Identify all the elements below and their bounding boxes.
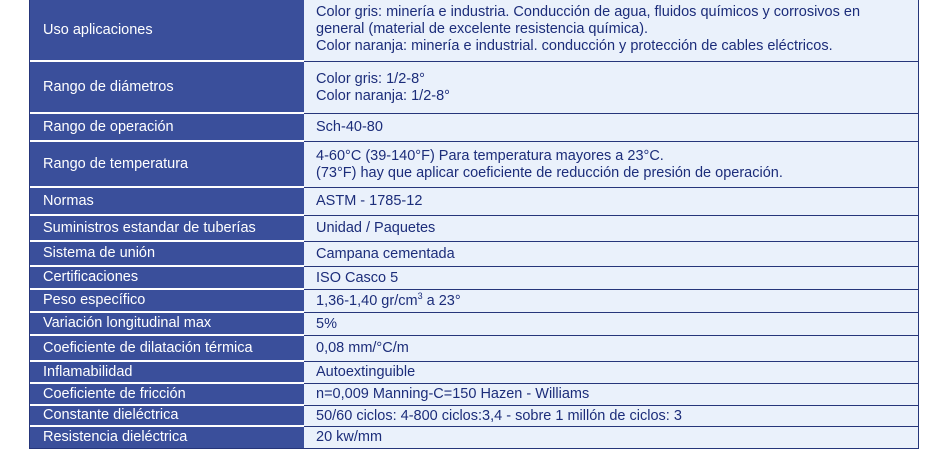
table-row — [30, 0, 918, 62]
row-value: n=0,009 Manning-C=150 Hazen - Williams — [304, 384, 918, 406]
table-row — [30, 313, 918, 336]
row-label: Peso específico — [30, 290, 304, 313]
row-label: Rango de operación — [30, 114, 304, 142]
value-line: (73°F) hay que aplicar coeficiente de reducción de presión de operación. — [316, 164, 783, 181]
row-label: Coeficiente de fricción — [30, 384, 304, 406]
table-row — [30, 406, 918, 427]
table-row — [30, 114, 918, 142]
row-label: Uso aplicaciones — [30, 0, 304, 62]
table-row — [30, 242, 918, 267]
row-label: Rango de temperatura — [30, 142, 304, 188]
row-value: Sch-40-80 — [304, 114, 918, 142]
row-value: Unidad / Paquetes — [304, 216, 918, 242]
row-label: Normas — [30, 188, 304, 216]
table-row — [30, 384, 918, 406]
table-row — [30, 62, 918, 114]
row-value: ASTM - 1785-12 — [304, 188, 918, 216]
value-line: Color gris: minería e industria. Conducción de agua, fluidos químicos y corrosivos en — [316, 4, 861, 20]
value-line: Color naranja: minería e industrial. conducción y protección de cables eléctricos. — [316, 38, 833, 54]
row-label: Resistencia dieléctrica — [30, 427, 304, 448]
value-line: Color naranja: 1/2-8° — [316, 87, 450, 104]
value-text: 1,36-1,40 $gr/cm^3$ a 23° — [316, 290, 461, 309]
table-row — [30, 142, 918, 188]
row-value: 0,08 mm/°C/m — [304, 336, 918, 362]
table-row — [30, 336, 918, 362]
row-label: Coeficiente de dilatación térmica — [30, 336, 304, 362]
row-label: Sistema de unión — [30, 242, 304, 267]
table-row — [30, 290, 918, 313]
table-row — [30, 267, 918, 290]
value-line: general (material de excelente resistencia química). — [316, 21, 649, 37]
value-line: Color gris: 1/2-8° — [316, 70, 425, 87]
row-value — [304, 142, 918, 188]
row-value — [304, 62, 918, 114]
row-value: 20 kw/mm — [316, 429, 383, 445]
row-value: Campana cementada — [304, 242, 918, 267]
row-value: 5% — [304, 313, 918, 336]
row-value: 50/60 ciclos: 4-800 ciclos:3,4 - sobre 1 millón de ciclos: 3 — [304, 406, 918, 427]
row-label: Rango de diámetros — [30, 62, 304, 114]
table-row — [30, 216, 918, 242]
row-label: Inflamabilidad — [30, 362, 304, 384]
table-row — [30, 362, 918, 384]
value-line: 4-60°C (39-140°F) Para temperatura mayores a 23°C. — [316, 147, 664, 164]
row-value — [304, 290, 918, 313]
row-value: Autoextinguible — [304, 362, 918, 384]
table-row — [30, 188, 918, 216]
table-row — [30, 427, 918, 448]
row-label: Certificaciones — [30, 267, 304, 290]
row-label: Variación longitudinal max — [30, 313, 304, 336]
row-value — [304, 0, 918, 62]
row-label: Constante dieléctrica — [30, 406, 304, 427]
row-label: Suministros estandar de tuberías — [30, 216, 304, 242]
specifications-table — [29, 0, 919, 449]
row-value: ISO Casco 5 — [304, 267, 918, 290]
